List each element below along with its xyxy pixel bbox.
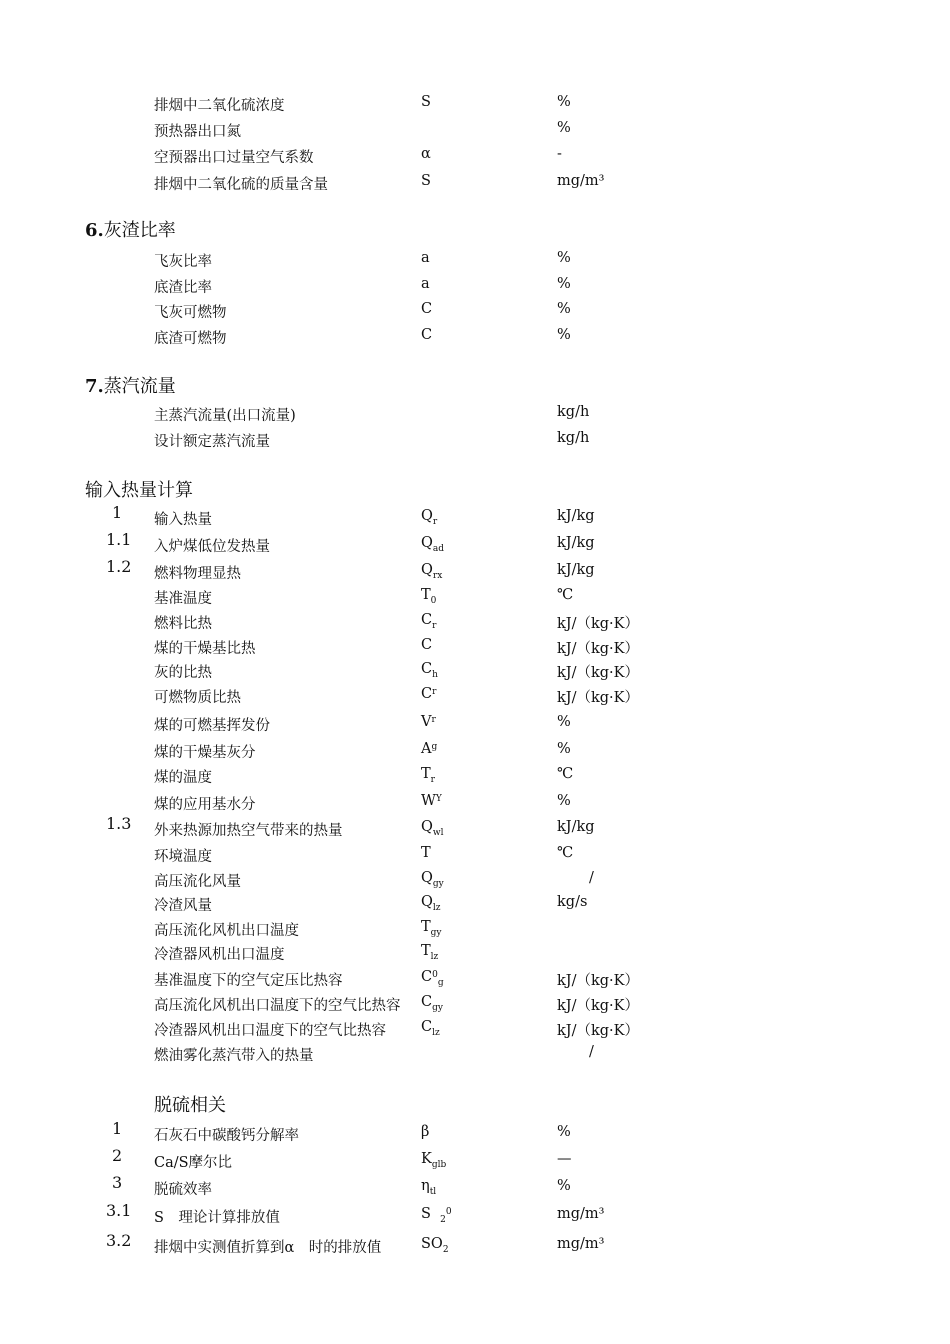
row-symbol bbox=[421, 1151, 446, 1170]
row-unit: kJ/（kg·K） bbox=[557, 690, 639, 706]
symbol-subscript: wl bbox=[432, 828, 444, 838]
symbol-subscript: r bbox=[432, 517, 438, 527]
table-row bbox=[0, 1019, 950, 1043]
row-name: 环境温度 bbox=[154, 849, 212, 865]
row-name: 煤的应用基水分 bbox=[154, 797, 256, 813]
row-name: 排烟中实测值折算到α 时的排放值 bbox=[154, 1240, 382, 1256]
table-row bbox=[0, 587, 950, 611]
row-name: 煤的可燃基挥发份 bbox=[154, 718, 270, 734]
table-row bbox=[0, 814, 950, 843]
section-heading bbox=[85, 476, 193, 502]
row-symbol bbox=[421, 1206, 452, 1225]
symbol-main: C bbox=[421, 686, 433, 702]
row-symbol bbox=[421, 562, 442, 581]
row-name: 灰的比热 bbox=[154, 665, 212, 681]
row-name: 冷渣器风机出口温度下的空气比热容 bbox=[154, 1023, 386, 1039]
symbol-main: Q bbox=[421, 870, 433, 886]
row-name: 煤的温度 bbox=[154, 770, 212, 786]
row-symbol bbox=[421, 714, 436, 730]
table-row bbox=[0, 793, 950, 817]
symbol-main: Q bbox=[421, 819, 433, 835]
row-name: 排烟中二氧化硫浓度 bbox=[154, 98, 285, 114]
row-symbol: S bbox=[421, 94, 431, 110]
symbol-main: C bbox=[421, 969, 433, 985]
row-symbol: a bbox=[421, 276, 430, 292]
row-symbol bbox=[421, 793, 442, 809]
table-row bbox=[0, 686, 950, 710]
symbol-main: η bbox=[421, 1178, 430, 1194]
symbol-main: T bbox=[421, 587, 431, 603]
symbol-subscript: glb bbox=[431, 1160, 447, 1170]
section-title: 输入热量计算 bbox=[85, 480, 193, 501]
symbol-superscript: r bbox=[431, 715, 436, 725]
table-row bbox=[0, 637, 950, 661]
row-name: Ca/S摩尔比 bbox=[154, 1155, 233, 1171]
row-name: 输入热量 bbox=[154, 512, 212, 528]
table-row bbox=[0, 430, 950, 454]
row-symbol bbox=[421, 819, 443, 838]
symbol-main: C bbox=[421, 612, 433, 628]
row-symbol bbox=[421, 894, 441, 913]
symbol-main: C bbox=[421, 994, 433, 1010]
symbol-main: W bbox=[421, 793, 436, 809]
section-number: 6. bbox=[85, 220, 104, 241]
table-row bbox=[0, 1044, 950, 1068]
row-symbol bbox=[421, 1019, 440, 1038]
row-symbol bbox=[421, 870, 444, 889]
row-unit: % bbox=[557, 1178, 571, 1194]
row-number: 3 bbox=[112, 1173, 123, 1192]
row-number: 1.2 bbox=[106, 557, 132, 576]
table-row bbox=[0, 530, 950, 559]
row-unit: kJ/kg bbox=[557, 819, 595, 835]
section-title: 蒸汽流量 bbox=[103, 376, 176, 397]
symbol-subscript: gy bbox=[430, 928, 442, 938]
row-name: 底渣比率 bbox=[154, 280, 212, 296]
row-number: 1.3 bbox=[106, 814, 132, 833]
row-name: 排烟中二氧化硫的质量含量 bbox=[154, 177, 328, 193]
symbol-main: Q bbox=[421, 894, 433, 910]
row-unit: / bbox=[589, 870, 594, 886]
symbol-subscript: 2 bbox=[440, 1215, 446, 1225]
section-title: 脱硫相关 bbox=[154, 1095, 226, 1116]
section-heading bbox=[154, 1091, 226, 1117]
row-symbol bbox=[421, 612, 436, 631]
table-row bbox=[0, 120, 950, 144]
row-name: 高压流化风机出口温度 bbox=[154, 923, 299, 939]
row-symbol bbox=[421, 686, 436, 702]
row-unit: kJ/（kg·K） bbox=[557, 998, 639, 1014]
section-number: 7. bbox=[85, 376, 104, 397]
table-row bbox=[0, 250, 950, 274]
table-row bbox=[0, 1231, 950, 1260]
row-symbol bbox=[421, 741, 437, 757]
table-row bbox=[0, 919, 950, 943]
table-row bbox=[0, 612, 950, 636]
row-name: 燃油雾化蒸汽带入的热量 bbox=[154, 1048, 314, 1064]
row-symbol: β bbox=[421, 1124, 430, 1140]
row-symbol bbox=[421, 535, 444, 554]
symbol-subscript: ad bbox=[432, 544, 445, 554]
row-unit: % bbox=[557, 250, 571, 266]
row-symbol: C bbox=[421, 327, 433, 343]
symbol-subscript: r bbox=[432, 621, 437, 631]
row-unit: kJ/（kg·K） bbox=[557, 1023, 639, 1039]
table-row bbox=[0, 173, 950, 197]
symbol-superscript: g bbox=[431, 742, 438, 752]
section-heading bbox=[85, 216, 176, 242]
symbol-subscript: lz bbox=[432, 903, 441, 913]
symbol-main: K bbox=[421, 1151, 432, 1167]
row-name: 飞灰可燃物 bbox=[154, 305, 227, 321]
table-row bbox=[0, 94, 950, 118]
row-unit: % bbox=[557, 301, 571, 317]
row-unit: kJ/（kg·K） bbox=[557, 641, 639, 657]
table-row bbox=[0, 1173, 950, 1202]
row-name: 高压流化风机出口温度下的空气比热容 bbox=[154, 998, 401, 1014]
row-unit: % bbox=[557, 741, 571, 757]
symbol-main: T bbox=[421, 919, 431, 935]
symbol-main: S bbox=[421, 1206, 431, 1222]
row-unit: kJ/（kg·K） bbox=[557, 973, 639, 989]
row-unit: kJ/kg bbox=[557, 508, 595, 524]
symbol-main: C bbox=[421, 1019, 433, 1035]
row-unit: mg/m³ bbox=[557, 1206, 605, 1222]
row-unit: % bbox=[557, 94, 571, 110]
symbol-subscript: rx bbox=[432, 571, 443, 581]
table-row bbox=[0, 894, 950, 918]
symbol-main: T bbox=[421, 943, 431, 959]
symbol-subscript: lz bbox=[432, 1028, 440, 1038]
row-unit: % bbox=[557, 1124, 571, 1140]
row-unit: ℃ bbox=[557, 766, 574, 782]
row-symbol bbox=[421, 508, 437, 527]
row-name: 冷渣风量 bbox=[154, 898, 212, 914]
row-symbol: a bbox=[421, 250, 430, 266]
row-name: 高压流化风量 bbox=[154, 874, 241, 890]
row-name: 设计额定蒸汽流量 bbox=[154, 434, 270, 450]
row-symbol: S bbox=[421, 173, 431, 189]
table-row bbox=[0, 276, 950, 300]
symbol-superscript: Y bbox=[435, 794, 442, 804]
symbol-subscript: lz bbox=[430, 952, 439, 962]
row-name: 燃料物理显热 bbox=[154, 566, 241, 582]
row-name: 基准温度 bbox=[154, 591, 212, 607]
table-row bbox=[0, 1146, 950, 1175]
symbol-main: Q bbox=[421, 562, 433, 578]
row-number: 3.2 bbox=[106, 1231, 132, 1250]
row-unit: kg/h bbox=[557, 404, 590, 420]
row-unit: kJ/kg bbox=[557, 535, 595, 551]
table-row bbox=[0, 969, 950, 993]
row-name: 煤的干燥基灰分 bbox=[154, 745, 256, 761]
symbol-main: A bbox=[421, 741, 432, 757]
row-name: 基准温度下的空气定压比热容 bbox=[154, 973, 343, 989]
table-row bbox=[0, 557, 950, 586]
symbol-subscript: gy bbox=[432, 879, 444, 889]
row-name: 煤的干燥基比热 bbox=[154, 641, 256, 657]
symbol-superscript: 0 bbox=[432, 970, 438, 980]
row-name: 石灰石中碳酸钙分解率 bbox=[154, 1128, 299, 1144]
row-unit: kJ/（kg·K） bbox=[557, 665, 639, 681]
table-row bbox=[0, 1201, 950, 1230]
row-unit: kg/s bbox=[557, 894, 588, 910]
symbol-main: Q bbox=[421, 508, 433, 524]
symbol-main: C bbox=[421, 661, 433, 677]
row-unit: kg/h bbox=[557, 430, 590, 446]
row-unit: kJ/kg bbox=[557, 562, 595, 578]
table-row bbox=[0, 503, 950, 532]
table-row bbox=[0, 845, 950, 869]
row-unit: mg/m³ bbox=[557, 1236, 605, 1252]
row-name: 主蒸汽流量(出口流量) bbox=[154, 408, 296, 424]
symbol-main: V bbox=[421, 714, 432, 730]
symbol-subscript: 0 bbox=[430, 596, 437, 606]
row-name: 飞灰比率 bbox=[154, 254, 212, 270]
symbol-superscript: r bbox=[432, 687, 437, 697]
table-row bbox=[0, 327, 950, 351]
table-row bbox=[0, 404, 950, 428]
row-unit: ℃ bbox=[557, 845, 574, 861]
table-row bbox=[0, 146, 950, 170]
row-unit: / bbox=[589, 1044, 594, 1060]
row-name: 空预器出口过量空气系数 bbox=[154, 150, 314, 166]
row-number: 1.1 bbox=[106, 530, 132, 549]
row-symbol bbox=[421, 661, 438, 680]
row-name: 燃料比热 bbox=[154, 616, 212, 632]
table-row bbox=[0, 301, 950, 325]
row-symbol bbox=[421, 587, 436, 606]
table-row bbox=[0, 766, 950, 790]
row-name: 底渣可燃物 bbox=[154, 331, 227, 347]
row-number: 1 bbox=[112, 1119, 123, 1138]
row-symbol bbox=[421, 969, 444, 988]
row-number: 1 bbox=[112, 503, 123, 522]
symbol-subscript: h bbox=[432, 670, 438, 680]
symbol-subscript: g bbox=[437, 978, 444, 988]
symbol-main: T bbox=[421, 766, 431, 782]
table-row bbox=[0, 661, 950, 685]
row-unit: mg/m³ bbox=[557, 173, 605, 189]
symbol-superscript: 0 bbox=[445, 1207, 452, 1217]
row-unit: - bbox=[557, 146, 562, 162]
row-unit: % bbox=[557, 714, 571, 730]
symbol-subscript: r bbox=[430, 775, 435, 785]
symbol-main: SO bbox=[421, 1236, 443, 1252]
row-symbol bbox=[421, 994, 443, 1013]
row-name: 预热器出口氮 bbox=[154, 124, 241, 140]
table-row bbox=[0, 1119, 950, 1148]
row-name: 可燃物质比热 bbox=[154, 690, 241, 706]
row-name: 外来热源加热空气带来的热量 bbox=[154, 823, 343, 839]
row-unit: % bbox=[557, 120, 571, 136]
row-name: S 理论计算排放值 bbox=[154, 1210, 280, 1226]
row-unit: % bbox=[557, 276, 571, 292]
row-number: 3.1 bbox=[106, 1201, 132, 1220]
row-name: 脱硫效率 bbox=[154, 1182, 212, 1198]
row-symbol bbox=[421, 766, 435, 785]
row-symbol bbox=[421, 1236, 449, 1255]
row-unit: % bbox=[557, 793, 571, 809]
symbol-subscript: gy bbox=[432, 1003, 443, 1013]
row-unit: ℃ bbox=[557, 587, 574, 603]
row-symbol: C bbox=[421, 301, 433, 317]
row-number: 2 bbox=[112, 1146, 123, 1165]
row-name: 冷渣器风机出口温度 bbox=[154, 947, 285, 963]
symbol-subscript: tl bbox=[429, 1187, 437, 1197]
row-symbol: C bbox=[421, 637, 433, 653]
table-row bbox=[0, 943, 950, 967]
row-symbol bbox=[421, 1178, 436, 1197]
row-symbol bbox=[421, 919, 442, 938]
row-symbol: α bbox=[421, 146, 431, 162]
section-title: 灰渣比率 bbox=[103, 220, 176, 241]
row-symbol bbox=[421, 943, 438, 962]
table-row bbox=[0, 741, 950, 765]
row-unit: — bbox=[557, 1151, 572, 1167]
symbol-subscript: 2 bbox=[442, 1245, 449, 1255]
row-symbol: T bbox=[421, 845, 431, 861]
section-heading bbox=[85, 372, 176, 398]
row-unit: kJ/（kg·K） bbox=[557, 616, 639, 632]
row-name: 入炉煤低位发热量 bbox=[154, 539, 270, 555]
table-row bbox=[0, 870, 950, 894]
symbol-main: Q bbox=[421, 535, 433, 551]
table-row bbox=[0, 994, 950, 1018]
row-unit: % bbox=[557, 327, 571, 343]
table-row bbox=[0, 714, 950, 738]
